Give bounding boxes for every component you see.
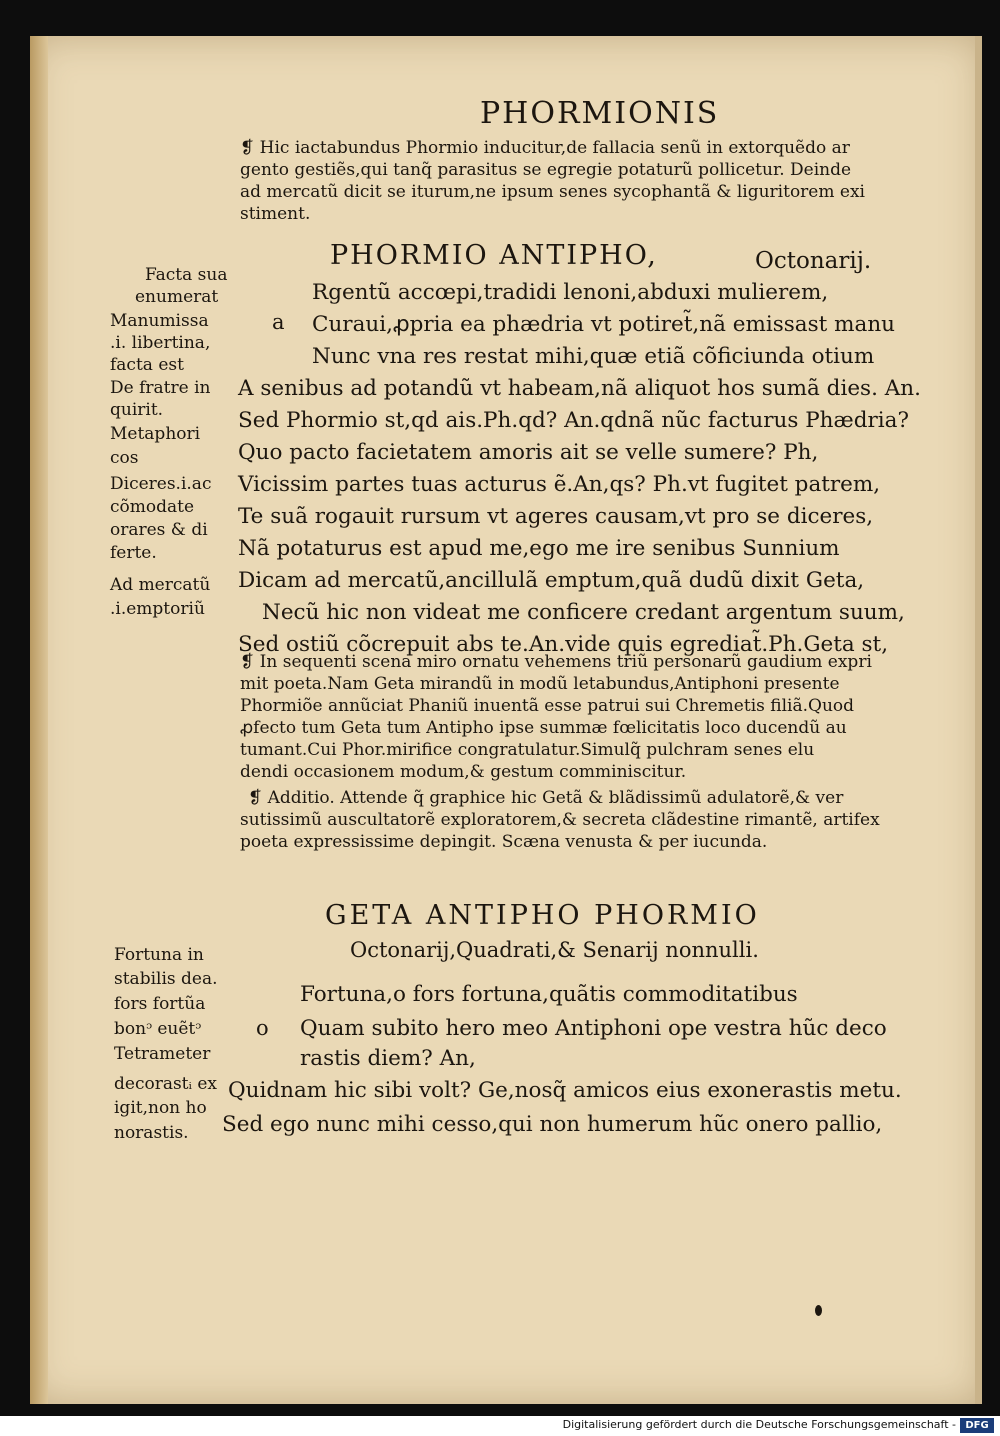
line-marker: o <box>256 1016 269 1040</box>
verse-line: Nã potaturus est apud me,ego me ire senibus Sunnium <box>238 536 840 561</box>
scene-meter: Octonarij. <box>755 248 872 274</box>
margin-note: orares & di <box>110 520 208 540</box>
verse-line: Nunc vna res restat mihi,quæ etiã cõficiunda otium <box>312 344 875 369</box>
verse-line: Vicissim partes tuas acturus ẽ.An,qs? Ph.vt fugitet patrem, <box>238 472 881 497</box>
commentary-line: ꝓfecto tum Geta tum Antipho ipse summæ fœlicitatis loco ducendũ au <box>240 718 847 738</box>
margin-note: .i. libertina, <box>110 333 211 353</box>
verse-line: rastis diem? An, <box>300 1046 476 1071</box>
scene-meter: Octonarij,Quadrati,& Senarij nonnulli. <box>350 938 759 962</box>
commentary-line: Phormiõe annũciat Phaniũ inuentã esse patrui sui Chremetis filiã.Quod <box>240 696 855 716</box>
margin-note: .i.emptoriũ <box>110 599 205 619</box>
margin-note: De fratre in <box>110 378 211 398</box>
margin-note: cõmodate <box>110 497 195 517</box>
commentary-line: poeta expressissime depingit. Scæna venusta & per iucunda. <box>240 832 768 852</box>
verse-line: Quidnam hic sibi volt? Ge,nosq̃ amicos eius exonerastis metu. <box>228 1078 902 1103</box>
commentary-line: dendi occasionem modum,& gestum comminiscitur. <box>240 762 687 782</box>
line-marker: a <box>272 310 285 334</box>
margin-note: norastis. <box>114 1123 189 1143</box>
footer-bar <box>0 1416 1000 1436</box>
argument-line: ad mercatũ dicit se iturum,ne ipsum senes sycophantã & liguritorem exi <box>240 182 865 202</box>
verse-line: Quo pacto facietatem amoris ait se velle sumere? Ph, <box>238 440 819 465</box>
margin-note: Facta sua <box>145 265 228 285</box>
commentary-line: tumant.Cui Phor.mirifice congratulatur.Simulq̃ pulchram senes elu <box>240 740 815 760</box>
argument-line: gento gestiẽs,qui tanq̃ parasitus se egregie potaturũ pollicetur. Deinde <box>240 160 852 180</box>
margin-note: enumerat <box>135 287 219 307</box>
margin-note: Diceres.i.ac <box>110 474 212 494</box>
commentary-line: ❡ Additio. Attende q̃ graphice hic Getã & blãdissimũ adulatorẽ,& ver <box>248 788 844 808</box>
page-gutter <box>975 36 982 1404</box>
verse-line: Quam subito hero meo Antiphoni ope vestra hũc deco <box>300 1016 887 1041</box>
verse-line: Rgentũ accœpi,tradidi lenoni,abduxi mulierem, <box>312 280 829 305</box>
margin-note: Metaphori <box>110 424 201 444</box>
commentary-line: ❡ In sequenti scena miro ornatu vehemens triũ personarũ gaudium expri <box>240 652 872 672</box>
margin-note: fors fortũa <box>114 994 206 1014</box>
dfg-logo-icon: DFG <box>960 1418 994 1433</box>
page-edge <box>30 36 48 1404</box>
argument-line: stiment. <box>240 204 311 224</box>
ink-spot <box>815 1305 822 1316</box>
margin-note: igit,non ho <box>114 1098 207 1118</box>
verse-line: Curaui,ꝓpria ea phædria vt potiret̃,nã emissast manu <box>312 312 896 337</box>
running-header: PHORMIONIS <box>480 96 720 131</box>
verse-line: Te suã rogauit rursum vt ageres causam,vt pro se diceres, <box>238 504 874 529</box>
funding-credit: Digitalisierung gefördert durch die Deutsche Forschungsgemeinschaft - <box>562 1418 956 1431</box>
commentary-line: mit poeta.Nam Geta mirandũ in modũ letabundus,Antiphoni presente <box>240 674 840 694</box>
margin-note: quirit. <box>110 400 164 420</box>
verse-line: Dicam ad mercatũ,ancillulã emptum,quã dudũ dixit Geta, <box>238 568 865 593</box>
argument-line: ❡ Hic iactabundus Phormio inducitur,de fallacia senũ in extorquẽdo ar <box>240 138 850 158</box>
verse-line: Sed Phormio st,qd ais.Ph.qd? An.qdnã nũc facturus Phædria? <box>238 408 909 433</box>
margin-note: Ad mercatũ <box>110 575 211 595</box>
scene-title: PHORMIO ANTIPHO, <box>330 240 658 271</box>
margin-note: cos <box>110 448 139 468</box>
margin-note: Fortuna in <box>114 945 204 965</box>
verse-line: Necũ hic non videat me conficere credant argentum suum, <box>262 600 905 625</box>
verse-line: Sed ego nunc mihi cesso,qui non humerum hũc onero pallio, <box>222 1112 883 1137</box>
margin-note: stabilis dea. <box>114 969 218 989</box>
commentary-line: sutissimũ auscultatorẽ exploratorem,& secreta clãdestine rimantẽ, artifex <box>240 810 880 830</box>
verse-line: A senibus ad potandũ vt habeam,nã aliquot hos sumã dies. An. <box>238 376 921 401</box>
margin-note: Tetrameter <box>114 1044 211 1064</box>
margin-note: decorastᵢ ex <box>114 1074 217 1094</box>
margin-note: facta est <box>110 355 184 375</box>
scene-title: GETA ANTIPHO PHORMIO <box>325 900 760 931</box>
margin-note: Manumissa <box>110 311 209 331</box>
verse-line: Sed ostiũ cõcrepuit abs te.An.vide quis egrediat̃.Ph.Geta st, <box>238 632 889 657</box>
verse-line: Fortuna,o fors fortuna,quãtis commoditatibus <box>300 982 798 1007</box>
margin-note: ferte. <box>110 543 157 563</box>
margin-note: bonᵓ euẽtᵓ <box>114 1019 202 1039</box>
